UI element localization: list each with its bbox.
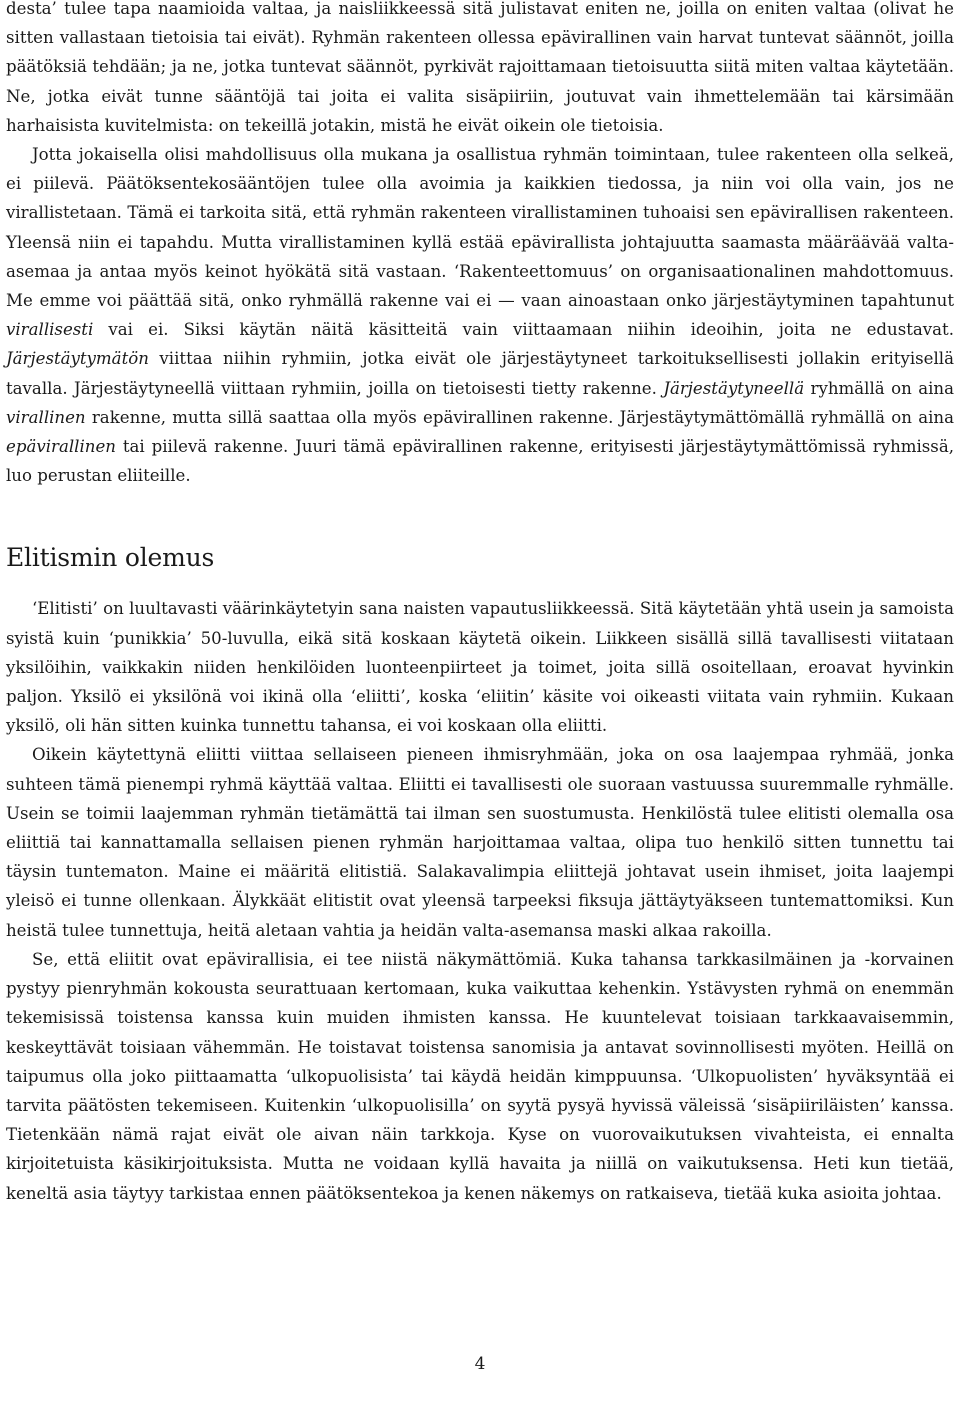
document-page: [6, 0, 954, 1208]
text-run: Jotta jokaisella olisi mahdollisuus olla mukana ja osallistua ryhmän toimintaan, tulee rakenteen olla selkeä, ei piilevä. Päätöksentekosääntöjen tulee olla avoimia ja kaikkien tiedossa, ja niin voi olla vain, jos ne virallistetaan. Tämä ei tarkoita sitä, että ryhmän rakenteen virallistaminen tuhoaisi sen epävirallisen rakenteen. Yleensä niin ei tapahdu. Mutta virallistaminen kyllä estää epävirallista johtajuutta saamasta määräävää valta-asemaa ja antaa myös keinot hyökätä sitä vastaan. ‘Rakenteettomuus’ on organisaationalinen mahdottomuus. Me emme voi päättää sitä, onko ryhmällä rakenne vai ei — vaan ainoastaan onko järjestäytyminen tapahtunut: [6, 145, 954, 311]
section-heading: Elitismin olemus: [6, 543, 215, 573]
paragraph: [6, 0, 954, 140]
paragraph: [6, 594, 954, 740]
text-run: vai ei. Siksi käytän näitä käsitteitä vain viittaamaan niihin ideoihin, joita ne edustavat.: [93, 320, 954, 340]
elitism-section: [6, 594, 954, 1207]
text-run: Oikein käytettynä eliitti viittaa sellaiseen pieneen ihmisryhmään, joka on osa laajempaa ryhmää, jonka suhteen tämä pienempi ryhmä käyttää valtaa. Eliitti ei tavallisesti ole suoraan vastuussa suuremmalle ryhmälle. Usein se toimii laajemman ryhmän tietämättä tai ilman sen suostumusta. Henkilöstä tulee elitisti olemalla osa eliittiä tai kannattamalla sellaisen pienen ryhmän harjoittamaa valtaa, olipa tuo henkilö sitten tunnettu tai täysin tuntematon. Maine ei määritä elitistiä. Salakavalimpia eliittejä johtavat usein ihmiset, joita laajempi yleisö ei tunne ollenkaan. Älykkäät elitistit ovat yleensä tarpeeksi fiksuja jättäytyäkseen tuntemattomiksi. Kun heistä tulee tunnettuja, heitä aletaan vahtia ja heidän valta-asemansa maski alkaa rakoilla.: [6, 745, 954, 940]
paragraph: [6, 740, 954, 944]
text-run: Se, että eliitit ovat epävirallisia, ei tee niistä näkymättömiä. Kuka tahansa tarkkasilmäinen ja -korvainen pystyy pienryhmän kokousta seurattuaan kertomaan, kuka vaikuttaa kehenkin. Ystävysten ryhmä on enemmän tekemisissä toistensa kanssa kuin muiden ihmisten kanssa. He kuuntelevat toisiaan tarkkaavaisemmin, keskeyttävät toisiaan vähemmän. He toistavat toistensa sanomisia ja antavat sovinnollisesti myöten. Heillä on taipumus olla joko piittaamatta ‘ulkopuolisista’ tai käydä heidän kimppuunsa. ‘Ulkopuolisten’ hyväksyntää ei tarvita päätösten tekemiseen. Kuitenkin ‘ulkopuolisilla’ on syytä pysyä hyvissä väleissä ‘sisäpiiriläisten’ kanssa. Tietenkään nämä rajat eivät ole aivan näin tarkkoja. Kyse on vuorovaikutuksen vivahteista, ei ennalta kirjoitetuista käsikirjoituksista. Mutta ne voidaan kyllä havaita ja niillä on vaikutuksensa. Heti kun tietää, keneltä asia täytyy tarkistaa ennen päätöksentekoa ja kenen näkemys on ratkaiseva, tietää kuka asioita johtaa.: [6, 949, 954, 1203]
intro-section: [6, 0, 954, 490]
paragraph: [6, 140, 954, 490]
text-run: desta’ tulee tapa naamioida valtaa, ja naisliikkeessä sitä julistavat eniten ne, joilla on eniten valtaa (olivat he sitten vallastaan tietoisia tai eivät). Ryhmän rakenteen ollessa epävirallinen vain harvat tuntevat säännöt, joilla päätöksiä tehdään; ja ne, jotka tuntevat säännöt, pyrkivät rajoittamaan tietoisuutta siitä miten valtaa käytetään. Ne, jotka eivät tunne sääntöjä tai joita ei valita sisäpiiriin, joutuvat vain ihmettelemään tai kärsimään harhaisista kuvitelmista: on tekeillä jotakin, mistä he eivät oikein ole tietoisia.: [6, 0, 954, 135]
paragraph: [6, 945, 954, 1208]
text-run: tai piilevä rakenne. Juuri tämä epävirallinen rakenne, erityisesti järjestäytymättömissä ryhmissä, luo perustan eliiteille.: [6, 437, 954, 486]
emphasis-text: Järjestäytyneellä: [663, 378, 805, 398]
emphasis-text: virallinen: [6, 407, 86, 427]
page-number: 4: [474, 1354, 486, 1374]
text-run: ryhmällä on aina: [804, 378, 954, 398]
text-run: ‘Elitisti’ on luultavasti väärinkäytetyin sana naisten vapautusliikkeessä. Sitä käytetään yhtä usein ja samoista syistä kuin ‘punikkia’ 50-luvulla, eikä sitä koskaan käytetä oikein. Liikkeen sisällä sillä tavallisesti viitataan yksilöihin, vaikkakin niiden henkilöiden luonteenpiirteet ja toimet, joita sillä osoitellaan, eroavat hyvinkin paljon. Yksilö ei yksilönä voi ikinä olla ‘eliitti’, koska ‘eliitin’ käsite voi oikeasti viitata vain ryhmiin. Kukaan yksilö, oli hän sitten kuinka tunnettu tahansa, ei voi koskaan olla eliitti.: [6, 599, 954, 736]
emphasis-text: epävirallinen: [6, 437, 116, 457]
text-run: viittaa niihin ryhmiin, jotka eivät ole järjestäytyneet tarkoituksellisesti jollakin erityisellä tavalla. Järjestäytyneellä viittaan ryhmiin, joilla on tietoisesti tietty rakenne.: [6, 349, 954, 398]
text-run: rakenne, mutta sillä saattaa olla myös epävirallinen rakenne. Järjestäytymättömällä ryhmällä on aina: [85, 407, 954, 427]
emphasis-text: Järjestäytymätön: [6, 349, 149, 369]
emphasis-text: virallisesti: [6, 320, 94, 340]
